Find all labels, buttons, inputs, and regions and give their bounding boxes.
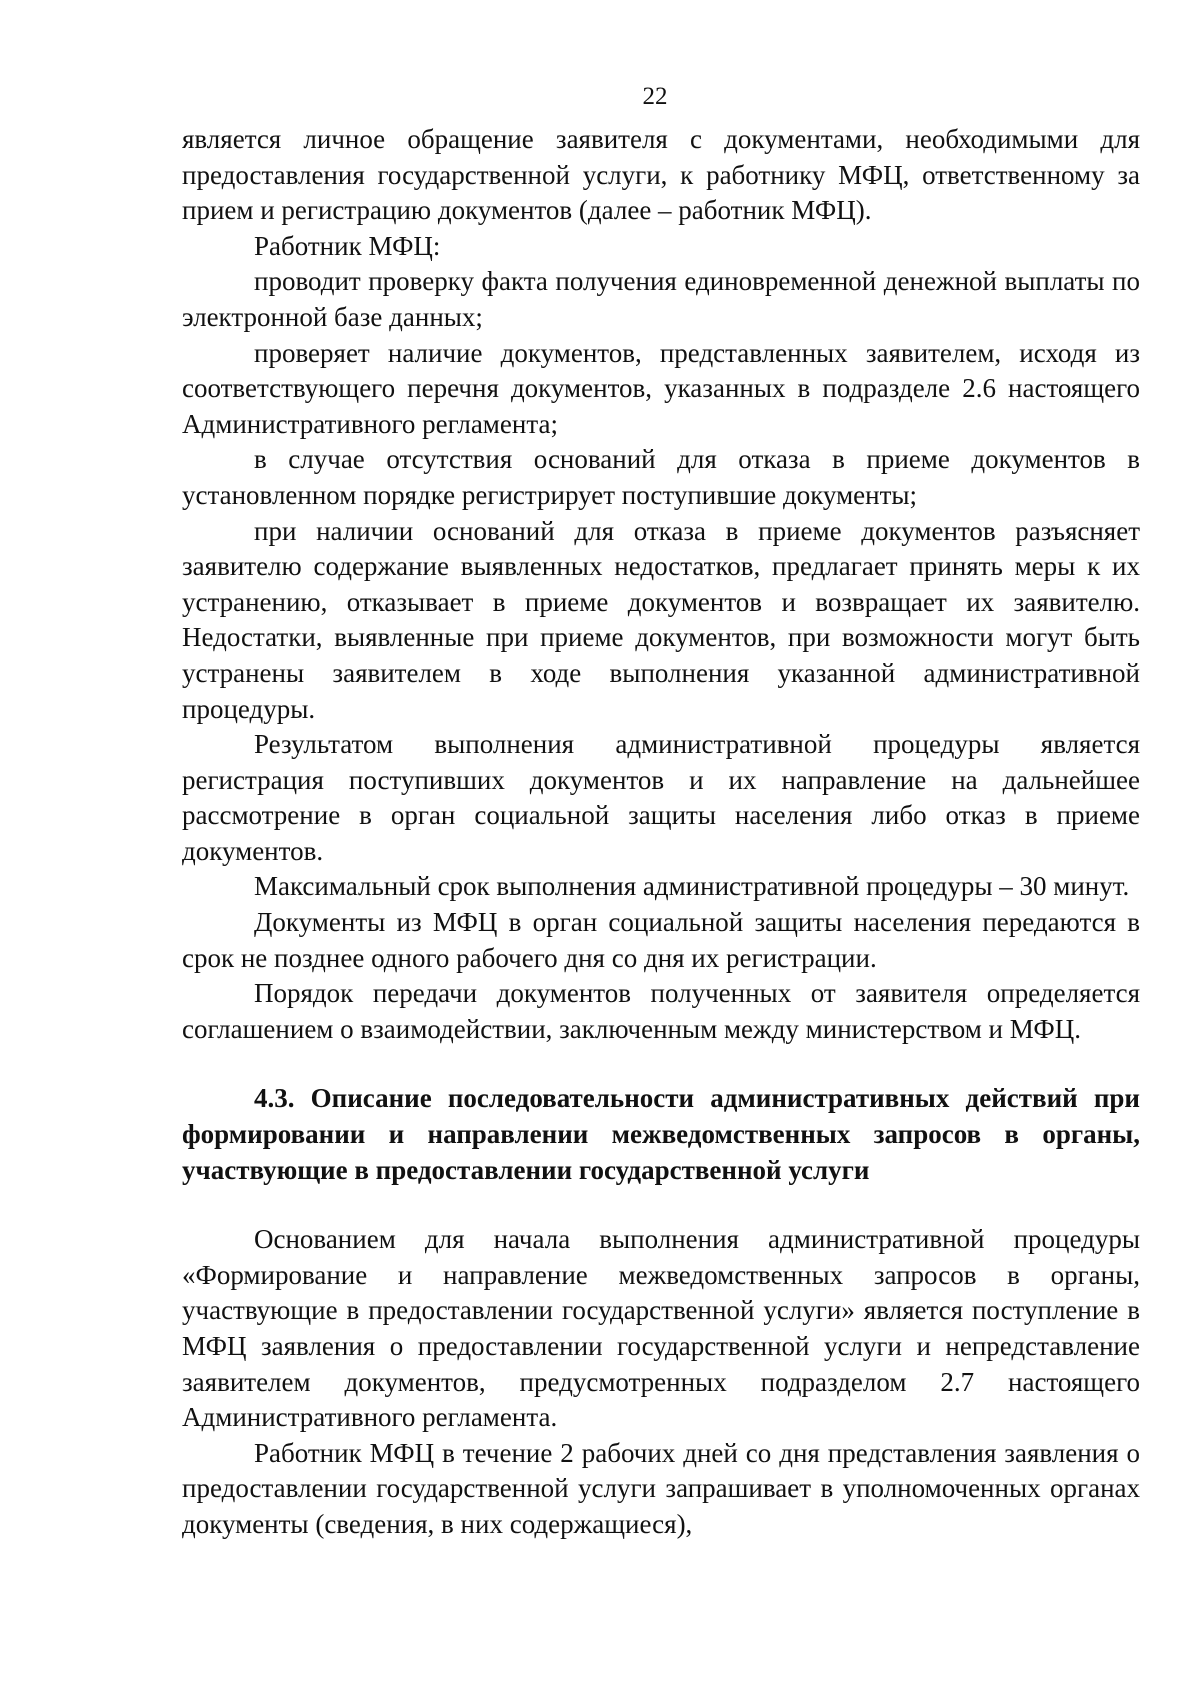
section-heading: 4.3. Описание последовательности административных действий при формировании и направлении межведомственных запросов в органы, участвующие в предоставлении государственной услуги [182,1083,1140,1185]
paragraph-result: Результатом выполнения административной процедуры является регистрация поступивших документов и их направление на дальнейшее рассмотрение в орган социальной защиты населения либо отказ в приеме документов. [182,729,1140,866]
paragraph-mfc-worker: Работник МФЦ: [254,230,441,261]
paragraph-check-documents: проверяет наличие документов, представленных заявителем, исходя из соответствующего перечня документов, указанных в подразделе 2.6 настоящего Административного регламента; [182,337,1140,439]
paragraph-refusal-grounds: при наличии оснований для отказа в приеме документов разъясняет заявителю содержание выявленных недостатков, предлагает принять меры к их устранению, отказывает в приеме документов и возвращает их заявителю. Недостатки, выявленные при приеме документов, при возможности могут быть устранены заявителем в ходе выполнения указанной административной процедуры. [182,515,1140,724]
paragraph-interagency-request: Работник МФЦ в течение 2 рабочих дней со дня представления заявления о предоставлении государственной услуги запрашивает в уполномоченных органах документы (сведения, в них содержащиеся), [182,1437,1140,1539]
paragraph-continuation: является личное обращение заявителя с документами, необходимыми для предоставления государственной услуги, к работнику МФЦ, ответственному за прием и регистрацию документов (далее – работник МФЦ). [182,124,1140,226]
paragraph-max-time: Максимальный срок выполнения административной процедуры – 30 минут. [254,871,1130,902]
paragraph-transfer-deadline: Документы из МФЦ в орган социальной защиты населения передаются в срок не позднее одного рабочего дня со дня их регистрации. [182,907,1140,973]
document-body [182,122,1140,1543]
paragraph-check-payment: проводит проверку факта получения единовременной денежной выплаты по электронной базе данных; [182,266,1140,332]
paragraph-register-documents: в случае отсутствия оснований для отказа в приеме документов в установленном порядке регистрирует поступившие документы; [182,444,1140,510]
page-number: 22 [642,83,668,110]
paragraph-procedure-basis: Основанием для начала выполнения административной процедуры «Формирование и направление межведомственных запросов в органы, участвующие в предоставлении государственной услуги» является поступление в МФЦ заявления о предоставлении государственной услуги и непредставление заявителем документов, предусмотренных подразделом 2.7 настоящего Административного регламента. [182,1224,1140,1433]
paragraph-transfer-order: Порядок передачи документов полученных от заявителя определяется соглашением о взаимодействии, заключенным между министерством и МФЦ. [182,978,1140,1044]
